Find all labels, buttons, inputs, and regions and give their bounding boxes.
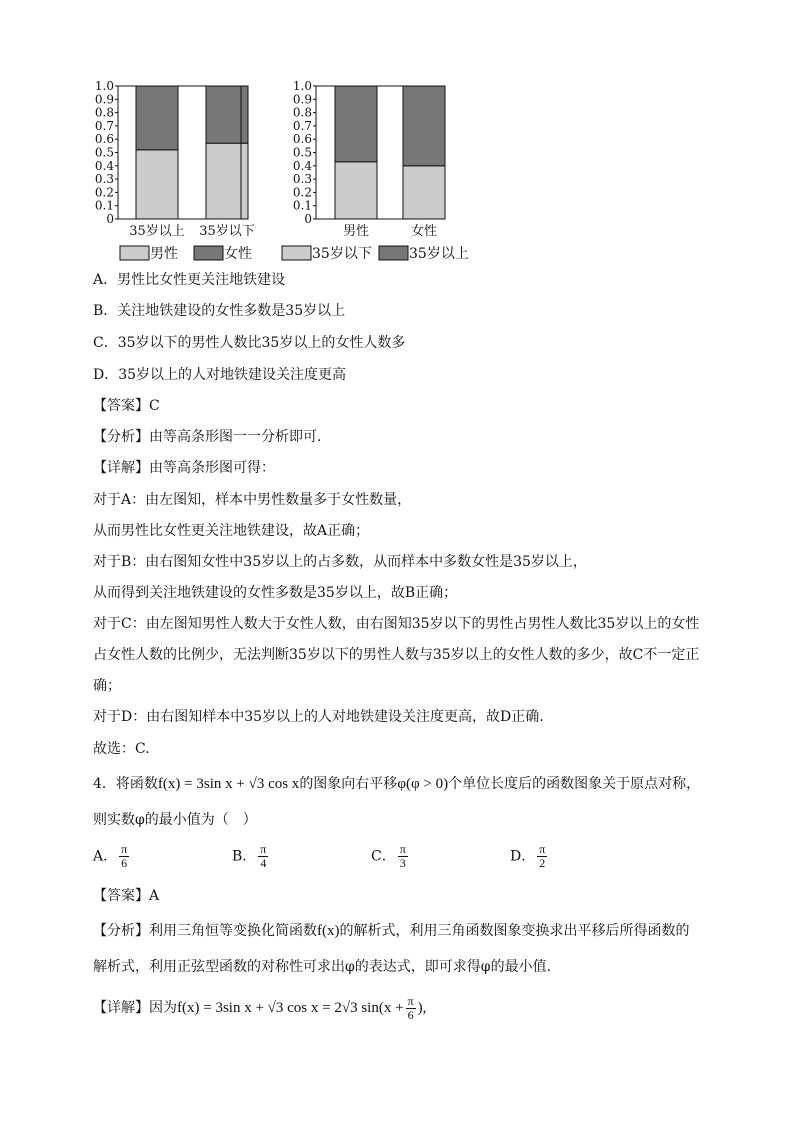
q4-option-d (510, 843, 549, 870)
y-tick-label: 0.7 (94, 118, 114, 133)
y-tick-label: 0.8 (292, 105, 312, 120)
legend-label: 女性 (224, 246, 252, 262)
q3-line-9: 故选：C. (93, 741, 150, 757)
q4-text-1: 的图象向右平移 (299, 776, 398, 792)
option-label: B． (232, 848, 257, 865)
y-tick-label: 0.7 (292, 118, 312, 133)
y-tick-label: 0 (304, 212, 312, 226)
x-tick-label: 35岁以下 (199, 224, 255, 239)
q4-function: f(x) = 3sin x + √3 cos x (157, 776, 300, 792)
legend-label: 35岁以上 (409, 246, 469, 262)
q3-detail (93, 458, 275, 478)
q3-line-7: 确； (93, 678, 121, 694)
q3-line-4: 从而得到关注地铁建设的女性多数是35岁以上，故B正确； (93, 585, 458, 601)
legend-label: 男性 (150, 246, 178, 262)
fraction (258, 843, 268, 870)
fraction-den: 2 (539, 856, 546, 870)
fraction (398, 843, 408, 870)
answer-tag: 【答案】 (93, 888, 149, 904)
q3-line-3: 对于B：由右图知女性中35岁以上的占多数，从而样本中多数女性是35岁以上， (93, 554, 587, 570)
q4-text-2: 个单位长度后的函数图象关于原点对称， (448, 776, 701, 792)
fraction-num: π (260, 842, 267, 856)
q3-option-a: A．男性比女性更关注地铁建设 (93, 272, 286, 288)
q3-option-b: B．关注地铁建设的女性多数是35岁以上 (93, 303, 346, 319)
q4-shift: φ(φ > 0) (397, 776, 449, 792)
q4-answer (93, 886, 159, 906)
q3-line-1: 对于A：由左图知，样本中男性数量多于女性数量， (93, 492, 412, 508)
fraction-num: π (399, 842, 406, 856)
x-tick-label: 35岁以上 (129, 224, 185, 239)
fraction-den: 4 (260, 856, 267, 870)
fraction (537, 843, 547, 870)
q4-option-a (93, 843, 131, 870)
legend-swatch (194, 246, 223, 260)
bar-upper (403, 86, 445, 166)
q3-analysis (93, 427, 321, 447)
y-tick-label: 0.8 (94, 105, 114, 120)
analysis-function: f(x) (317, 923, 340, 939)
legend-swatch (379, 246, 408, 260)
y-tick-label: 0.5 (94, 145, 114, 160)
detail-tag: 【详解】 (93, 1000, 149, 1016)
fraction-den: 6 (121, 856, 128, 870)
option-label: A． (93, 848, 118, 865)
answer-value: A (149, 888, 160, 904)
fraction-num: π (407, 993, 414, 1008)
y-tick-label: 0.3 (292, 172, 312, 187)
y-tick-label: 0.5 (292, 145, 312, 160)
legend-label: 35岁以下 (312, 246, 372, 262)
q3-line-2: 从而男性比女性更关注地铁建设，故A正确； (93, 523, 370, 539)
x-tick-label: 男性 (342, 224, 370, 239)
q3-line-6: 占女性人数的比例少，无法判断35岁以下的男性人数与35岁以上的女性人数的多少，故C不一定正 (93, 647, 700, 663)
q3-answer (93, 396, 160, 416)
q4-stem-line-2: 则实数φ的最小值为（ ） (93, 812, 257, 828)
legend-swatch (282, 246, 311, 260)
chart-left (95, 79, 255, 239)
bar-upper (136, 86, 178, 150)
fraction (406, 995, 416, 1022)
bar-lower (206, 143, 248, 219)
y-tick-label: 0.1 (94, 198, 114, 213)
y-tick-label: 0.2 (94, 185, 114, 200)
option-label: D． (510, 848, 536, 865)
y-tick-label: 0.9 (292, 92, 312, 107)
detail-text: 由等高条形图可得： (149, 460, 275, 476)
q3-line-8: 对于D：由右图知样本中35岁以上的人对地铁建设关注度更高，故D正确. (93, 709, 544, 725)
analysis-text: 由等高条形图一一分析即可. (149, 429, 322, 445)
fraction-den: 3 (399, 856, 406, 870)
detail-formula-end: ), (417, 1000, 427, 1016)
q3-option-c: C．35岁以下的男性人数比35岁以上的女性人数多 (93, 335, 406, 351)
bar-lower (403, 166, 445, 219)
answer-tag: 【答案】 (93, 398, 149, 414)
fraction-num: π (539, 842, 546, 856)
y-tick-label: 1.0 (292, 79, 312, 93)
detail-formula: f(x) = 3sin x + √3 cos x = 2√3 sin(x + (177, 1000, 404, 1016)
q4-number: 4．将函数 (93, 776, 158, 792)
chart-legend (120, 245, 469, 262)
y-tick-label: 1.0 (94, 79, 114, 93)
y-tick-label: 0.2 (292, 185, 312, 200)
y-tick-label: 0.9 (94, 92, 114, 107)
q4-stem-line-1 (93, 774, 700, 794)
q4-analysis-line-2: 解析式，利用正弦型函数的对称性可求出φ的表达式，即可求得φ的最小值. (93, 959, 552, 975)
fraction (119, 843, 129, 870)
y-tick-label: 0.6 (292, 132, 312, 147)
analysis-tag: 【分析】 (93, 429, 149, 445)
y-tick-label: 0.4 (292, 158, 312, 173)
q4-option-b (232, 843, 270, 870)
fraction-num: π (121, 842, 128, 856)
q3-option-d: D．35岁以上的人对地铁建设关注度更高 (93, 367, 347, 383)
analysis-text: 利用三角恒等变换化简函数 (149, 923, 317, 939)
q4-option-c (371, 843, 410, 870)
bar-lower (335, 162, 377, 219)
y-tick-label: 0 (106, 212, 114, 226)
detail-tag: 【详解】 (93, 460, 149, 476)
option-label: C． (371, 848, 396, 865)
bar-upper (335, 86, 377, 162)
y-tick-label: 0.1 (292, 198, 312, 213)
charts-figure (90, 78, 490, 268)
y-tick-label: 0.6 (94, 132, 114, 147)
q4-detail (93, 994, 426, 1022)
y-tick-label: 0.3 (94, 172, 114, 187)
analysis-tag: 【分析】 (93, 923, 149, 939)
fraction-den: 6 (407, 1007, 414, 1022)
bar-lower (136, 150, 178, 219)
chart-right (293, 79, 445, 239)
q4-analysis-line-1 (93, 921, 690, 941)
x-tick-label: 女性 (410, 224, 438, 239)
y-tick-label: 0.4 (94, 158, 114, 173)
answer-value: C (149, 398, 160, 414)
q3-line-5: 对于C：由左图知男性人数大于女性人数，由右图知35岁以下的男性占男性人数比35岁以上的女性 (93, 616, 700, 632)
detail-text: 因为 (149, 1000, 177, 1016)
analysis-text-2: 的解析式，利用三角函数图象变换求出平移后所得函数的 (339, 923, 690, 939)
bar-upper (206, 86, 248, 143)
legend-swatch (120, 246, 149, 260)
